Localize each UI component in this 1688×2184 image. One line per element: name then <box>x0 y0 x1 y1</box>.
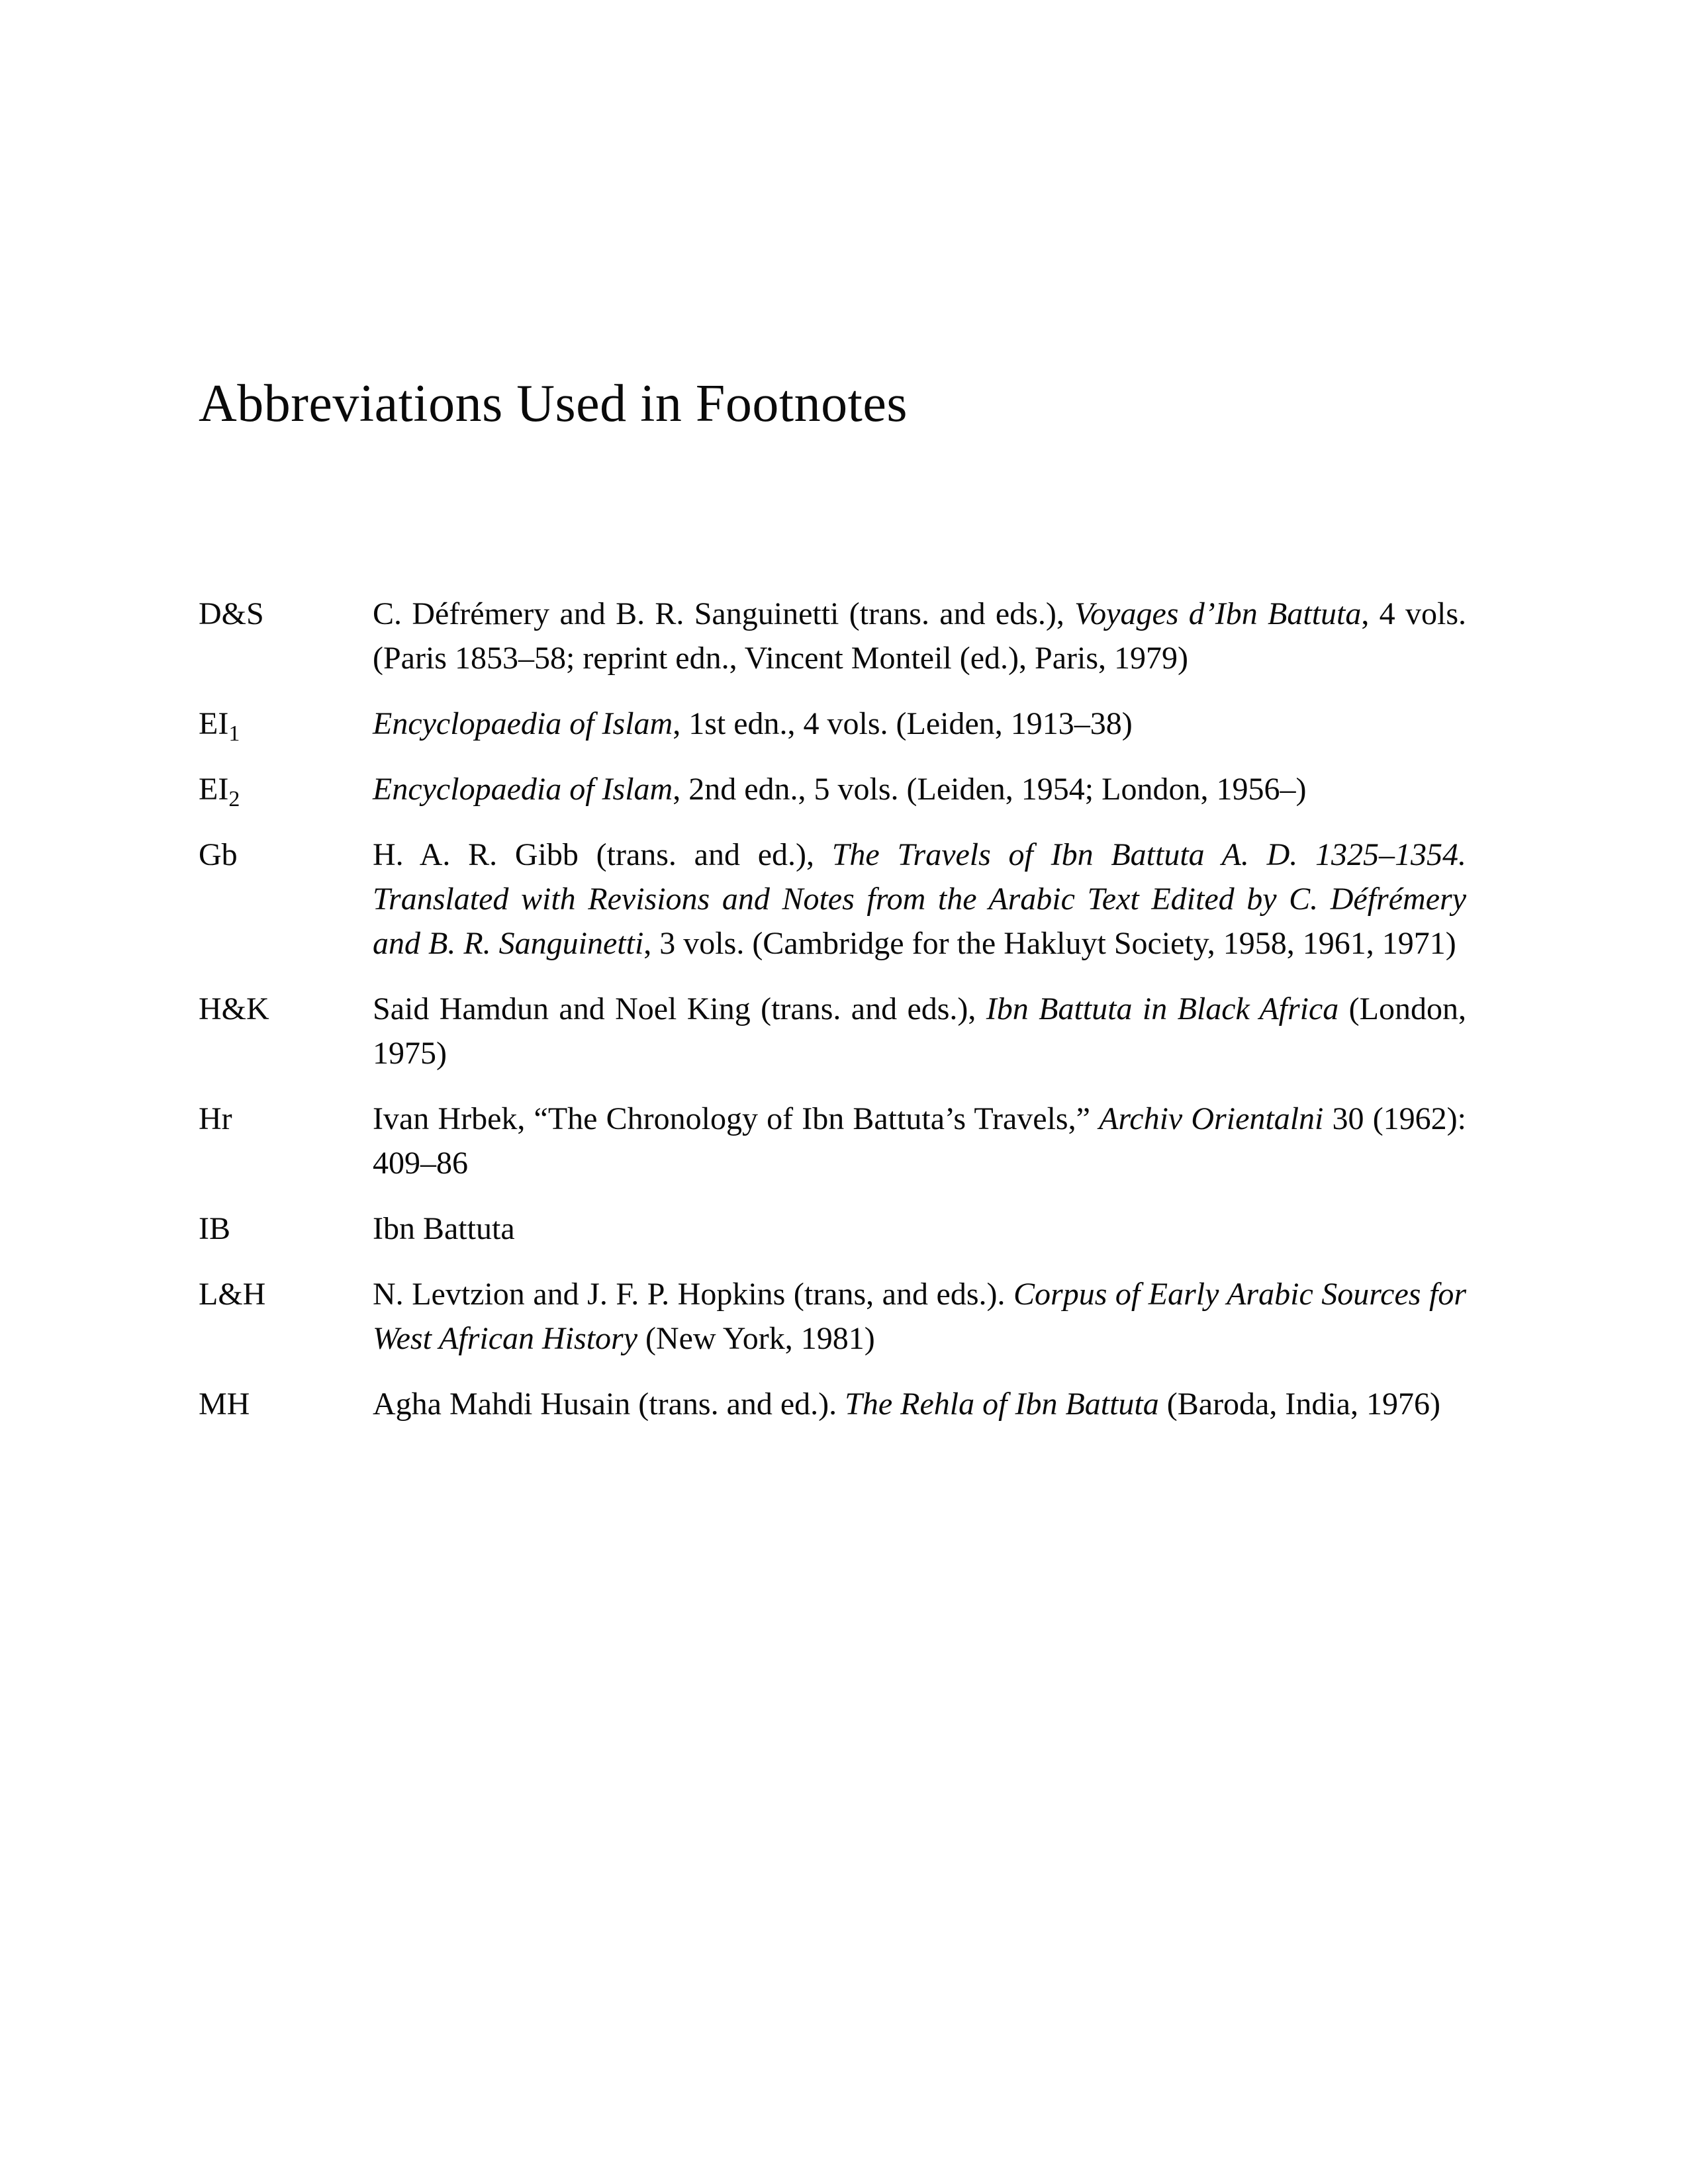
definition-text-segment: Said Hamdun and Noel King (trans. and eds.), <box>373 991 986 1026</box>
definition-text-segment: N. Levtzion and J. F. P. Hopkins (trans, and eds.). <box>373 1277 1014 1312</box>
abbreviation-entry <box>199 1097 1466 1185</box>
definition-title-segment: Voyages d’Ibn Battuta <box>1074 596 1362 631</box>
definition-text-segment: Ibn Battuta <box>373 1211 515 1246</box>
definition-text-segment: H. A. R. Gibb (trans. and ed.), <box>373 837 832 872</box>
abbreviation-entry <box>199 1206 1466 1251</box>
abbreviation-subscript: 1 <box>228 721 240 746</box>
abbreviation-entry <box>199 833 1466 966</box>
abbreviation-entry <box>199 1382 1466 1426</box>
definition-text-segment: , 4 vols. (Paris 1853–58; reprint edn., Vincent Monteil (ed.), Paris, 1979) <box>373 596 1466 676</box>
definition-text-segment: Ivan Hrbek, “The Chronology of Ibn Battuta’s Travels,” <box>373 1101 1100 1136</box>
definition-text-segment: , 3 vols. (Cambridge for the Hakluyt Society, 1958, 1961, 1971) <box>643 926 1456 961</box>
abbreviation-label: $EI_1$ <box>199 706 240 746</box>
definition-title-segment: Ibn Battuta in Black Africa <box>986 991 1339 1026</box>
abbreviation-definition <box>373 1382 1466 1426</box>
page-title: Abbreviations Used in Footnotes <box>199 375 908 433</box>
abbreviation-entry <box>199 767 1466 811</box>
definition-text-segment: (New York, 1981) <box>637 1321 875 1356</box>
definition-title-segment: Corpus of Early Arabic Sources for West African History <box>373 1277 1467 1356</box>
abbreviation-label: MH <box>199 1387 250 1422</box>
definition-title-segment: Encyclopaedia of Islam <box>373 772 673 807</box>
definition-title-segment: The Travels of Ibn Battuta A. D. 1325–1354. Translated with Revisions and Notes from the Arabic Text Edited by C. Défrémery and B. R. Sanguinetti <box>373 837 1466 961</box>
abbreviation-label: $EI_2$ <box>199 772 240 811</box>
abbreviation-definition <box>373 592 1466 680</box>
abbreviation-definition <box>373 702 1466 746</box>
definition-text-segment: 30 (1962): 409–86 <box>373 1101 1466 1181</box>
definition-text-segment: , 2nd edn., 5 vols. (Leiden, 1954; London, 1956–) <box>673 772 1307 807</box>
definition-title-segment: The Rehla of Ibn Battuta <box>845 1387 1159 1422</box>
abbreviation-entry <box>199 1272 1466 1361</box>
definition-title-segment: Encyclopaedia of Islam <box>373 706 673 741</box>
definition-text-segment: , 1st edn., 4 vols. (Leiden, 1913–38) <box>673 706 1133 741</box>
abbreviation-label: D&S <box>199 596 264 631</box>
abbreviation-definition <box>373 1206 1466 1251</box>
abbreviation-label: IB <box>199 1211 230 1246</box>
definition-text-segment: C. Défrémery and B. R. Sanguinetti (trans. and eds.), <box>373 596 1075 631</box>
abbreviation-entry <box>199 702 1466 746</box>
abbreviation-label: L&H <box>199 1277 266 1312</box>
abbreviation-label: Gb <box>199 837 238 872</box>
abbreviation-definition <box>373 767 1466 811</box>
abbreviation-definition <box>373 833 1466 966</box>
definition-text-segment: Agha Mahdi Husain (trans. and ed.). <box>373 1387 845 1422</box>
definition-text-segment: (Baroda, India, 1976) <box>1158 1387 1440 1422</box>
abbreviation-list <box>199 592 1466 1426</box>
definition-title-segment: Archiv Orientalni <box>1099 1101 1324 1136</box>
abbreviation-definition <box>373 1272 1466 1361</box>
abbreviation-label: H&K <box>199 991 269 1026</box>
definition-text-segment: (London, 1975) <box>373 991 1466 1071</box>
abbreviation-entry <box>199 987 1466 1075</box>
abbreviation-label: Hr <box>199 1101 232 1136</box>
abbreviation-definition <box>373 1097 1466 1185</box>
abbreviation-definition <box>373 987 1466 1075</box>
abbreviation-subscript: 2 <box>228 787 240 811</box>
abbreviation-entry <box>199 592 1466 680</box>
